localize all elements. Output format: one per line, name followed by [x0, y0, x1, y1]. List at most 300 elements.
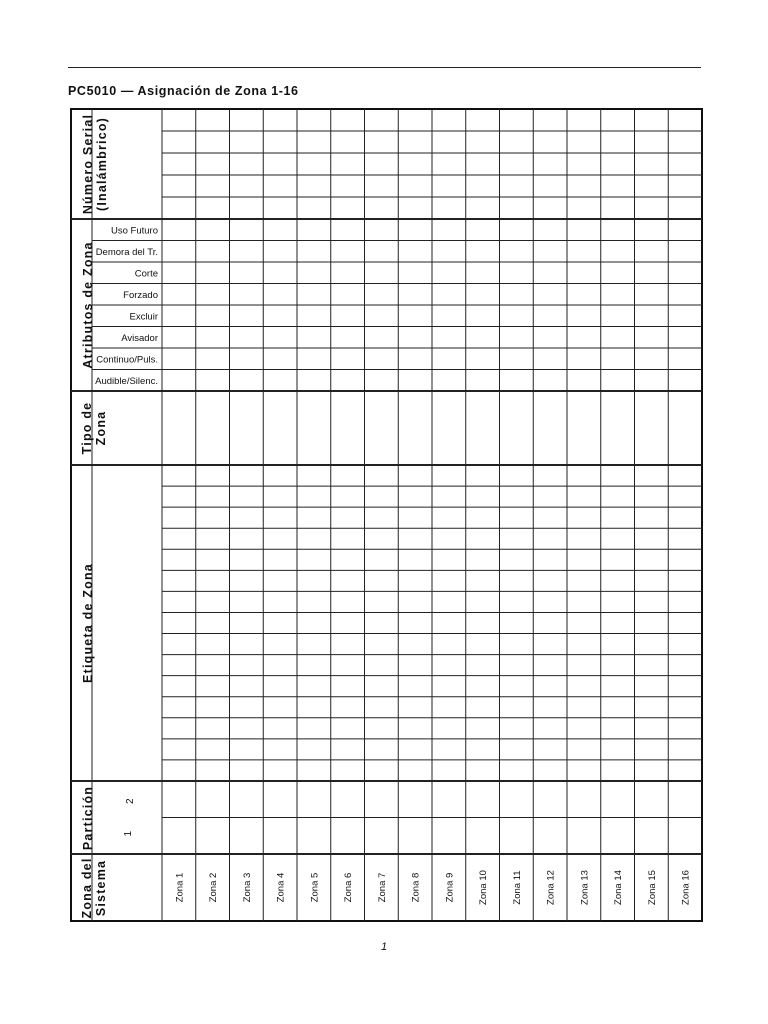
zone_label-cell[interactable]	[501, 466, 533, 485]
attributes-cell[interactable]	[636, 220, 668, 240]
attributes-cell[interactable]	[568, 371, 600, 391]
attributes-cell[interactable]	[332, 349, 364, 369]
zone_label-cell[interactable]	[298, 529, 330, 548]
zone_label-cell[interactable]	[197, 677, 229, 696]
serial-cell[interactable]	[602, 176, 634, 196]
serial-cell[interactable]	[534, 132, 566, 152]
attributes-cell[interactable]	[568, 328, 600, 348]
zone_label-cell[interactable]	[602, 571, 634, 590]
zone_label-cell[interactable]	[163, 656, 195, 675]
zone_label-cell[interactable]	[197, 592, 229, 611]
zone_label-cell[interactable]	[534, 466, 566, 485]
zone_label-cell[interactable]	[231, 761, 263, 780]
attributes-cell[interactable]	[332, 306, 364, 326]
attributes-cell[interactable]	[568, 349, 600, 369]
attributes-cell[interactable]	[467, 242, 499, 262]
attributes-cell[interactable]	[636, 349, 668, 369]
serial-cell[interactable]	[298, 154, 330, 174]
zone_label-cell[interactable]	[298, 550, 330, 569]
zone_label-cell[interactable]	[534, 571, 566, 590]
zone_label-cell[interactable]	[602, 719, 634, 738]
zone_label-cell[interactable]	[197, 487, 229, 506]
zone_label-cell[interactable]	[197, 529, 229, 548]
zone_label-cell[interactable]	[197, 571, 229, 590]
zone_label-cell[interactable]	[366, 571, 398, 590]
zone_label-cell[interactable]	[399, 656, 431, 675]
serial-cell[interactable]	[636, 176, 668, 196]
serial-cell[interactable]	[298, 132, 330, 152]
serial-cell[interactable]	[534, 176, 566, 196]
zone_label-cell[interactable]	[534, 740, 566, 759]
partition-cell[interactable]	[534, 819, 566, 854]
zone_label-cell[interactable]	[602, 761, 634, 780]
attributes-cell[interactable]	[636, 285, 668, 305]
attributes-cell[interactable]	[501, 349, 533, 369]
serial-cell[interactable]	[399, 198, 431, 218]
zone_label-cell[interactable]	[534, 508, 566, 527]
serial-cell[interactable]	[264, 132, 296, 152]
zone_label-cell[interactable]	[264, 487, 296, 506]
serial-cell[interactable]	[602, 110, 634, 130]
zone_label-cell[interactable]	[568, 719, 600, 738]
partition-cell[interactable]	[433, 819, 465, 854]
zone_label-cell[interactable]	[366, 592, 398, 611]
attributes-cell[interactable]	[433, 371, 465, 391]
zone_label-cell[interactable]	[669, 571, 701, 590]
attributes-cell[interactable]	[669, 349, 701, 369]
zone_label-cell[interactable]	[433, 698, 465, 717]
attributes-cell[interactable]	[568, 285, 600, 305]
zone_label-cell[interactable]	[568, 466, 600, 485]
attributes-cell[interactable]	[467, 263, 499, 283]
serial-cell[interactable]	[467, 154, 499, 174]
zone_label-cell[interactable]	[467, 656, 499, 675]
attributes-cell[interactable]	[197, 371, 229, 391]
zone_label-cell[interactable]	[568, 613, 600, 632]
zone_label-cell[interactable]	[163, 761, 195, 780]
zone_label-cell[interactable]	[636, 698, 668, 717]
partition-cell[interactable]	[669, 782, 701, 817]
zone_type-cell[interactable]	[602, 392, 634, 464]
serial-cell[interactable]	[568, 176, 600, 196]
attributes-cell[interactable]	[399, 220, 431, 240]
partition-cell[interactable]	[231, 782, 263, 817]
zone_label-cell[interactable]	[602, 613, 634, 632]
attributes-cell[interactable]	[163, 263, 195, 283]
partition-cell[interactable]	[163, 819, 195, 854]
attributes-cell[interactable]	[264, 242, 296, 262]
serial-cell[interactable]	[433, 132, 465, 152]
attributes-cell[interactable]	[501, 242, 533, 262]
partition-cell[interactable]	[332, 782, 364, 817]
attributes-cell[interactable]	[163, 349, 195, 369]
attributes-cell[interactable]	[264, 349, 296, 369]
attributes-cell[interactable]	[669, 371, 701, 391]
zone_label-cell[interactable]	[433, 571, 465, 590]
zone_label-cell[interactable]	[501, 635, 533, 654]
zone_label-cell[interactable]	[501, 571, 533, 590]
serial-cell[interactable]	[163, 132, 195, 152]
serial-cell[interactable]	[231, 154, 263, 174]
zone_label-cell[interactable]	[669, 635, 701, 654]
zone_label-cell[interactable]	[366, 656, 398, 675]
attributes-cell[interactable]	[534, 349, 566, 369]
serial-cell[interactable]	[467, 176, 499, 196]
zone_label-cell[interactable]	[568, 698, 600, 717]
zone_label-cell[interactable]	[264, 466, 296, 485]
attributes-cell[interactable]	[366, 263, 398, 283]
zone_label-cell[interactable]	[298, 487, 330, 506]
zone_label-cell[interactable]	[264, 656, 296, 675]
zone_label-cell[interactable]	[433, 550, 465, 569]
zone_label-cell[interactable]	[568, 656, 600, 675]
zone_label-cell[interactable]	[264, 571, 296, 590]
serial-cell[interactable]	[467, 198, 499, 218]
zone_label-cell[interactable]	[366, 698, 398, 717]
zone_label-cell[interactable]	[501, 529, 533, 548]
serial-cell[interactable]	[501, 176, 533, 196]
attributes-cell[interactable]	[602, 242, 634, 262]
zone_label-cell[interactable]	[467, 635, 499, 654]
zone_label-cell[interactable]	[366, 508, 398, 527]
zone_label-cell[interactable]	[602, 635, 634, 654]
attributes-cell[interactable]	[231, 242, 263, 262]
attributes-cell[interactable]	[264, 328, 296, 348]
zone_label-cell[interactable]	[163, 635, 195, 654]
serial-cell[interactable]	[669, 154, 701, 174]
serial-cell[interactable]	[501, 154, 533, 174]
zone_label-cell[interactable]	[669, 677, 701, 696]
attributes-cell[interactable]	[636, 263, 668, 283]
serial-cell[interactable]	[163, 176, 195, 196]
zone_label-cell[interactable]	[264, 529, 296, 548]
attributes-cell[interactable]	[366, 349, 398, 369]
zone_label-cell[interactable]	[197, 698, 229, 717]
zone_label-cell[interactable]	[298, 761, 330, 780]
zone_label-cell[interactable]	[636, 508, 668, 527]
zone_label-cell[interactable]	[163, 677, 195, 696]
zone_type-cell[interactable]	[163, 392, 195, 464]
attributes-cell[interactable]	[433, 306, 465, 326]
zone_label-cell[interactable]	[231, 550, 263, 569]
zone_label-cell[interactable]	[433, 508, 465, 527]
serial-cell[interactable]	[534, 198, 566, 218]
serial-cell[interactable]	[264, 176, 296, 196]
attributes-cell[interactable]	[399, 242, 431, 262]
attributes-cell[interactable]	[433, 328, 465, 348]
zone_label-cell[interactable]	[332, 740, 364, 759]
zone_label-cell[interactable]	[568, 592, 600, 611]
zone_label-cell[interactable]	[467, 550, 499, 569]
serial-cell[interactable]	[366, 176, 398, 196]
zone_label-cell[interactable]	[332, 656, 364, 675]
attributes-cell[interactable]	[534, 220, 566, 240]
zone_label-cell[interactable]	[501, 677, 533, 696]
zone_label-cell[interactable]	[366, 761, 398, 780]
zone_label-cell[interactable]	[433, 656, 465, 675]
attributes-cell[interactable]	[264, 220, 296, 240]
zone_label-cell[interactable]	[298, 740, 330, 759]
zone_label-cell[interactable]	[163, 508, 195, 527]
attributes-cell[interactable]	[298, 285, 330, 305]
zone_type-cell[interactable]	[332, 392, 364, 464]
serial-cell[interactable]	[332, 198, 364, 218]
zone_label-cell[interactable]	[534, 550, 566, 569]
zone_label-cell[interactable]	[163, 487, 195, 506]
zone_label-cell[interactable]	[669, 761, 701, 780]
attributes-cell[interactable]	[602, 263, 634, 283]
zone_label-cell[interactable]	[264, 592, 296, 611]
zone_type-cell[interactable]	[568, 392, 600, 464]
partition-cell[interactable]	[399, 819, 431, 854]
zone_label-cell[interactable]	[332, 677, 364, 696]
zone_label-cell[interactable]	[298, 508, 330, 527]
attributes-cell[interactable]	[568, 220, 600, 240]
zone_type-cell[interactable]	[669, 392, 701, 464]
zone_label-cell[interactable]	[163, 740, 195, 759]
serial-cell[interactable]	[264, 154, 296, 174]
attributes-cell[interactable]	[501, 371, 533, 391]
zone_label-cell[interactable]	[231, 635, 263, 654]
attributes-cell[interactable]	[399, 349, 431, 369]
zone_label-cell[interactable]	[669, 592, 701, 611]
attributes-cell[interactable]	[534, 371, 566, 391]
attributes-cell[interactable]	[433, 242, 465, 262]
zone_label-cell[interactable]	[231, 740, 263, 759]
zone_label-cell[interactable]	[636, 719, 668, 738]
attributes-cell[interactable]	[501, 328, 533, 348]
zone_label-cell[interactable]	[231, 698, 263, 717]
attributes-cell[interactable]	[568, 306, 600, 326]
attributes-cell[interactable]	[163, 242, 195, 262]
serial-cell[interactable]	[197, 198, 229, 218]
zone_label-cell[interactable]	[298, 677, 330, 696]
zone_label-cell[interactable]	[636, 592, 668, 611]
zone_label-cell[interactable]	[399, 529, 431, 548]
zone_label-cell[interactable]	[197, 613, 229, 632]
zone_label-cell[interactable]	[197, 656, 229, 675]
zone_label-cell[interactable]	[636, 761, 668, 780]
zone_type-cell[interactable]	[467, 392, 499, 464]
zone_label-cell[interactable]	[399, 571, 431, 590]
serial-cell[interactable]	[332, 154, 364, 174]
attributes-cell[interactable]	[332, 263, 364, 283]
zone_label-cell[interactable]	[669, 740, 701, 759]
zone_label-cell[interactable]	[534, 698, 566, 717]
partition-cell[interactable]	[636, 819, 668, 854]
zone_label-cell[interactable]	[602, 487, 634, 506]
serial-cell[interactable]	[669, 110, 701, 130]
zone_label-cell[interactable]	[231, 719, 263, 738]
zone_label-cell[interactable]	[501, 508, 533, 527]
partition-cell[interactable]	[602, 819, 634, 854]
serial-cell[interactable]	[636, 132, 668, 152]
zone_label-cell[interactable]	[197, 508, 229, 527]
zone_label-cell[interactable]	[636, 740, 668, 759]
zone_label-cell[interactable]	[534, 529, 566, 548]
zone_label-cell[interactable]	[433, 487, 465, 506]
zone_label-cell[interactable]	[366, 613, 398, 632]
zone_label-cell[interactable]	[366, 466, 398, 485]
attributes-cell[interactable]	[399, 328, 431, 348]
zone_label-cell[interactable]	[163, 592, 195, 611]
zone_label-cell[interactable]	[332, 698, 364, 717]
zone_label-cell[interactable]	[602, 740, 634, 759]
attributes-cell[interactable]	[298, 328, 330, 348]
zone_label-cell[interactable]	[534, 656, 566, 675]
attributes-cell[interactable]	[534, 306, 566, 326]
zone_label-cell[interactable]	[264, 698, 296, 717]
zone_label-cell[interactable]	[298, 466, 330, 485]
zone_type-cell[interactable]	[399, 392, 431, 464]
zone_label-cell[interactable]	[467, 508, 499, 527]
attributes-cell[interactable]	[197, 220, 229, 240]
partition-cell[interactable]	[298, 782, 330, 817]
zone_label-cell[interactable]	[602, 698, 634, 717]
serial-cell[interactable]	[399, 110, 431, 130]
zone_label-cell[interactable]	[467, 698, 499, 717]
zone_label-cell[interactable]	[602, 677, 634, 696]
zone_label-cell[interactable]	[467, 466, 499, 485]
zone_label-cell[interactable]	[433, 592, 465, 611]
attributes-cell[interactable]	[163, 328, 195, 348]
zone_label-cell[interactable]	[399, 592, 431, 611]
serial-cell[interactable]	[467, 110, 499, 130]
attributes-cell[interactable]	[467, 306, 499, 326]
zone_label-cell[interactable]	[264, 677, 296, 696]
zone_label-cell[interactable]	[298, 698, 330, 717]
zone_label-cell[interactable]	[669, 487, 701, 506]
attributes-cell[interactable]	[163, 371, 195, 391]
zone_label-cell[interactable]	[366, 719, 398, 738]
attributes-cell[interactable]	[231, 285, 263, 305]
zone_label-cell[interactable]	[298, 571, 330, 590]
attributes-cell[interactable]	[366, 306, 398, 326]
attributes-cell[interactable]	[197, 349, 229, 369]
serial-cell[interactable]	[433, 198, 465, 218]
attributes-cell[interactable]	[366, 242, 398, 262]
attributes-cell[interactable]	[669, 263, 701, 283]
zone_type-cell[interactable]	[636, 392, 668, 464]
serial-cell[interactable]	[231, 198, 263, 218]
zone_label-cell[interactable]	[332, 571, 364, 590]
zone_label-cell[interactable]	[433, 740, 465, 759]
attributes-cell[interactable]	[298, 220, 330, 240]
zone_label-cell[interactable]	[467, 571, 499, 590]
zone_label-cell[interactable]	[636, 529, 668, 548]
zone_label-cell[interactable]	[163, 719, 195, 738]
attributes-cell[interactable]	[197, 242, 229, 262]
zone_label-cell[interactable]	[231, 613, 263, 632]
zone_label-cell[interactable]	[332, 635, 364, 654]
zone_label-cell[interactable]	[332, 466, 364, 485]
attributes-cell[interactable]	[332, 328, 364, 348]
zone_label-cell[interactable]	[399, 613, 431, 632]
zone_label-cell[interactable]	[163, 571, 195, 590]
zone_label-cell[interactable]	[399, 677, 431, 696]
serial-cell[interactable]	[332, 110, 364, 130]
attributes-cell[interactable]	[399, 263, 431, 283]
zone_label-cell[interactable]	[366, 740, 398, 759]
zone_label-cell[interactable]	[264, 761, 296, 780]
serial-cell[interactable]	[602, 154, 634, 174]
attributes-cell[interactable]	[534, 285, 566, 305]
partition-cell[interactable]	[332, 819, 364, 854]
partition-cell[interactable]	[366, 819, 398, 854]
serial-cell[interactable]	[467, 132, 499, 152]
serial-cell[interactable]	[636, 110, 668, 130]
zone_label-cell[interactable]	[501, 761, 533, 780]
zone_label-cell[interactable]	[399, 698, 431, 717]
partition-cell[interactable]	[298, 819, 330, 854]
zone_label-cell[interactable]	[163, 698, 195, 717]
zone_label-cell[interactable]	[433, 466, 465, 485]
serial-cell[interactable]	[366, 198, 398, 218]
serial-cell[interactable]	[163, 110, 195, 130]
zone_label-cell[interactable]	[669, 466, 701, 485]
zone_label-cell[interactable]	[467, 719, 499, 738]
attributes-cell[interactable]	[501, 285, 533, 305]
serial-cell[interactable]	[636, 198, 668, 218]
zone_label-cell[interactable]	[332, 508, 364, 527]
attributes-cell[interactable]	[332, 285, 364, 305]
attributes-cell[interactable]	[568, 242, 600, 262]
serial-cell[interactable]	[568, 110, 600, 130]
attributes-cell[interactable]	[467, 285, 499, 305]
attributes-cell[interactable]	[602, 371, 634, 391]
serial-cell[interactable]	[197, 110, 229, 130]
attributes-cell[interactable]	[366, 328, 398, 348]
serial-cell[interactable]	[366, 154, 398, 174]
zone_label-cell[interactable]	[399, 719, 431, 738]
attributes-cell[interactable]	[669, 220, 701, 240]
zone_label-cell[interactable]	[467, 740, 499, 759]
partition-cell[interactable]	[399, 782, 431, 817]
attributes-cell[interactable]	[501, 263, 533, 283]
attributes-cell[interactable]	[669, 328, 701, 348]
zone_label-cell[interactable]	[231, 508, 263, 527]
zone_label-cell[interactable]	[636, 487, 668, 506]
zone_label-cell[interactable]	[231, 656, 263, 675]
zone_label-cell[interactable]	[534, 487, 566, 506]
zone_label-cell[interactable]	[568, 761, 600, 780]
attributes-cell[interactable]	[298, 349, 330, 369]
zone_label-cell[interactable]	[467, 761, 499, 780]
zone_label-cell[interactable]	[602, 656, 634, 675]
attributes-cell[interactable]	[264, 285, 296, 305]
zone_label-cell[interactable]	[264, 740, 296, 759]
zone_label-cell[interactable]	[534, 635, 566, 654]
zone_label-cell[interactable]	[298, 656, 330, 675]
serial-cell[interactable]	[669, 132, 701, 152]
zone_type-cell[interactable]	[298, 392, 330, 464]
zone_label-cell[interactable]	[197, 550, 229, 569]
zone_label-cell[interactable]	[231, 466, 263, 485]
zone_label-cell[interactable]	[163, 466, 195, 485]
zone_label-cell[interactable]	[366, 677, 398, 696]
attributes-cell[interactable]	[197, 285, 229, 305]
attributes-cell[interactable]	[332, 371, 364, 391]
zone_label-cell[interactable]	[467, 677, 499, 696]
zone_label-cell[interactable]	[636, 466, 668, 485]
zone_label-cell[interactable]	[264, 508, 296, 527]
zone_label-cell[interactable]	[366, 529, 398, 548]
zone_label-cell[interactable]	[568, 635, 600, 654]
serial-cell[interactable]	[197, 176, 229, 196]
serial-cell[interactable]	[163, 198, 195, 218]
serial-cell[interactable]	[298, 110, 330, 130]
partition-cell[interactable]	[467, 819, 499, 854]
